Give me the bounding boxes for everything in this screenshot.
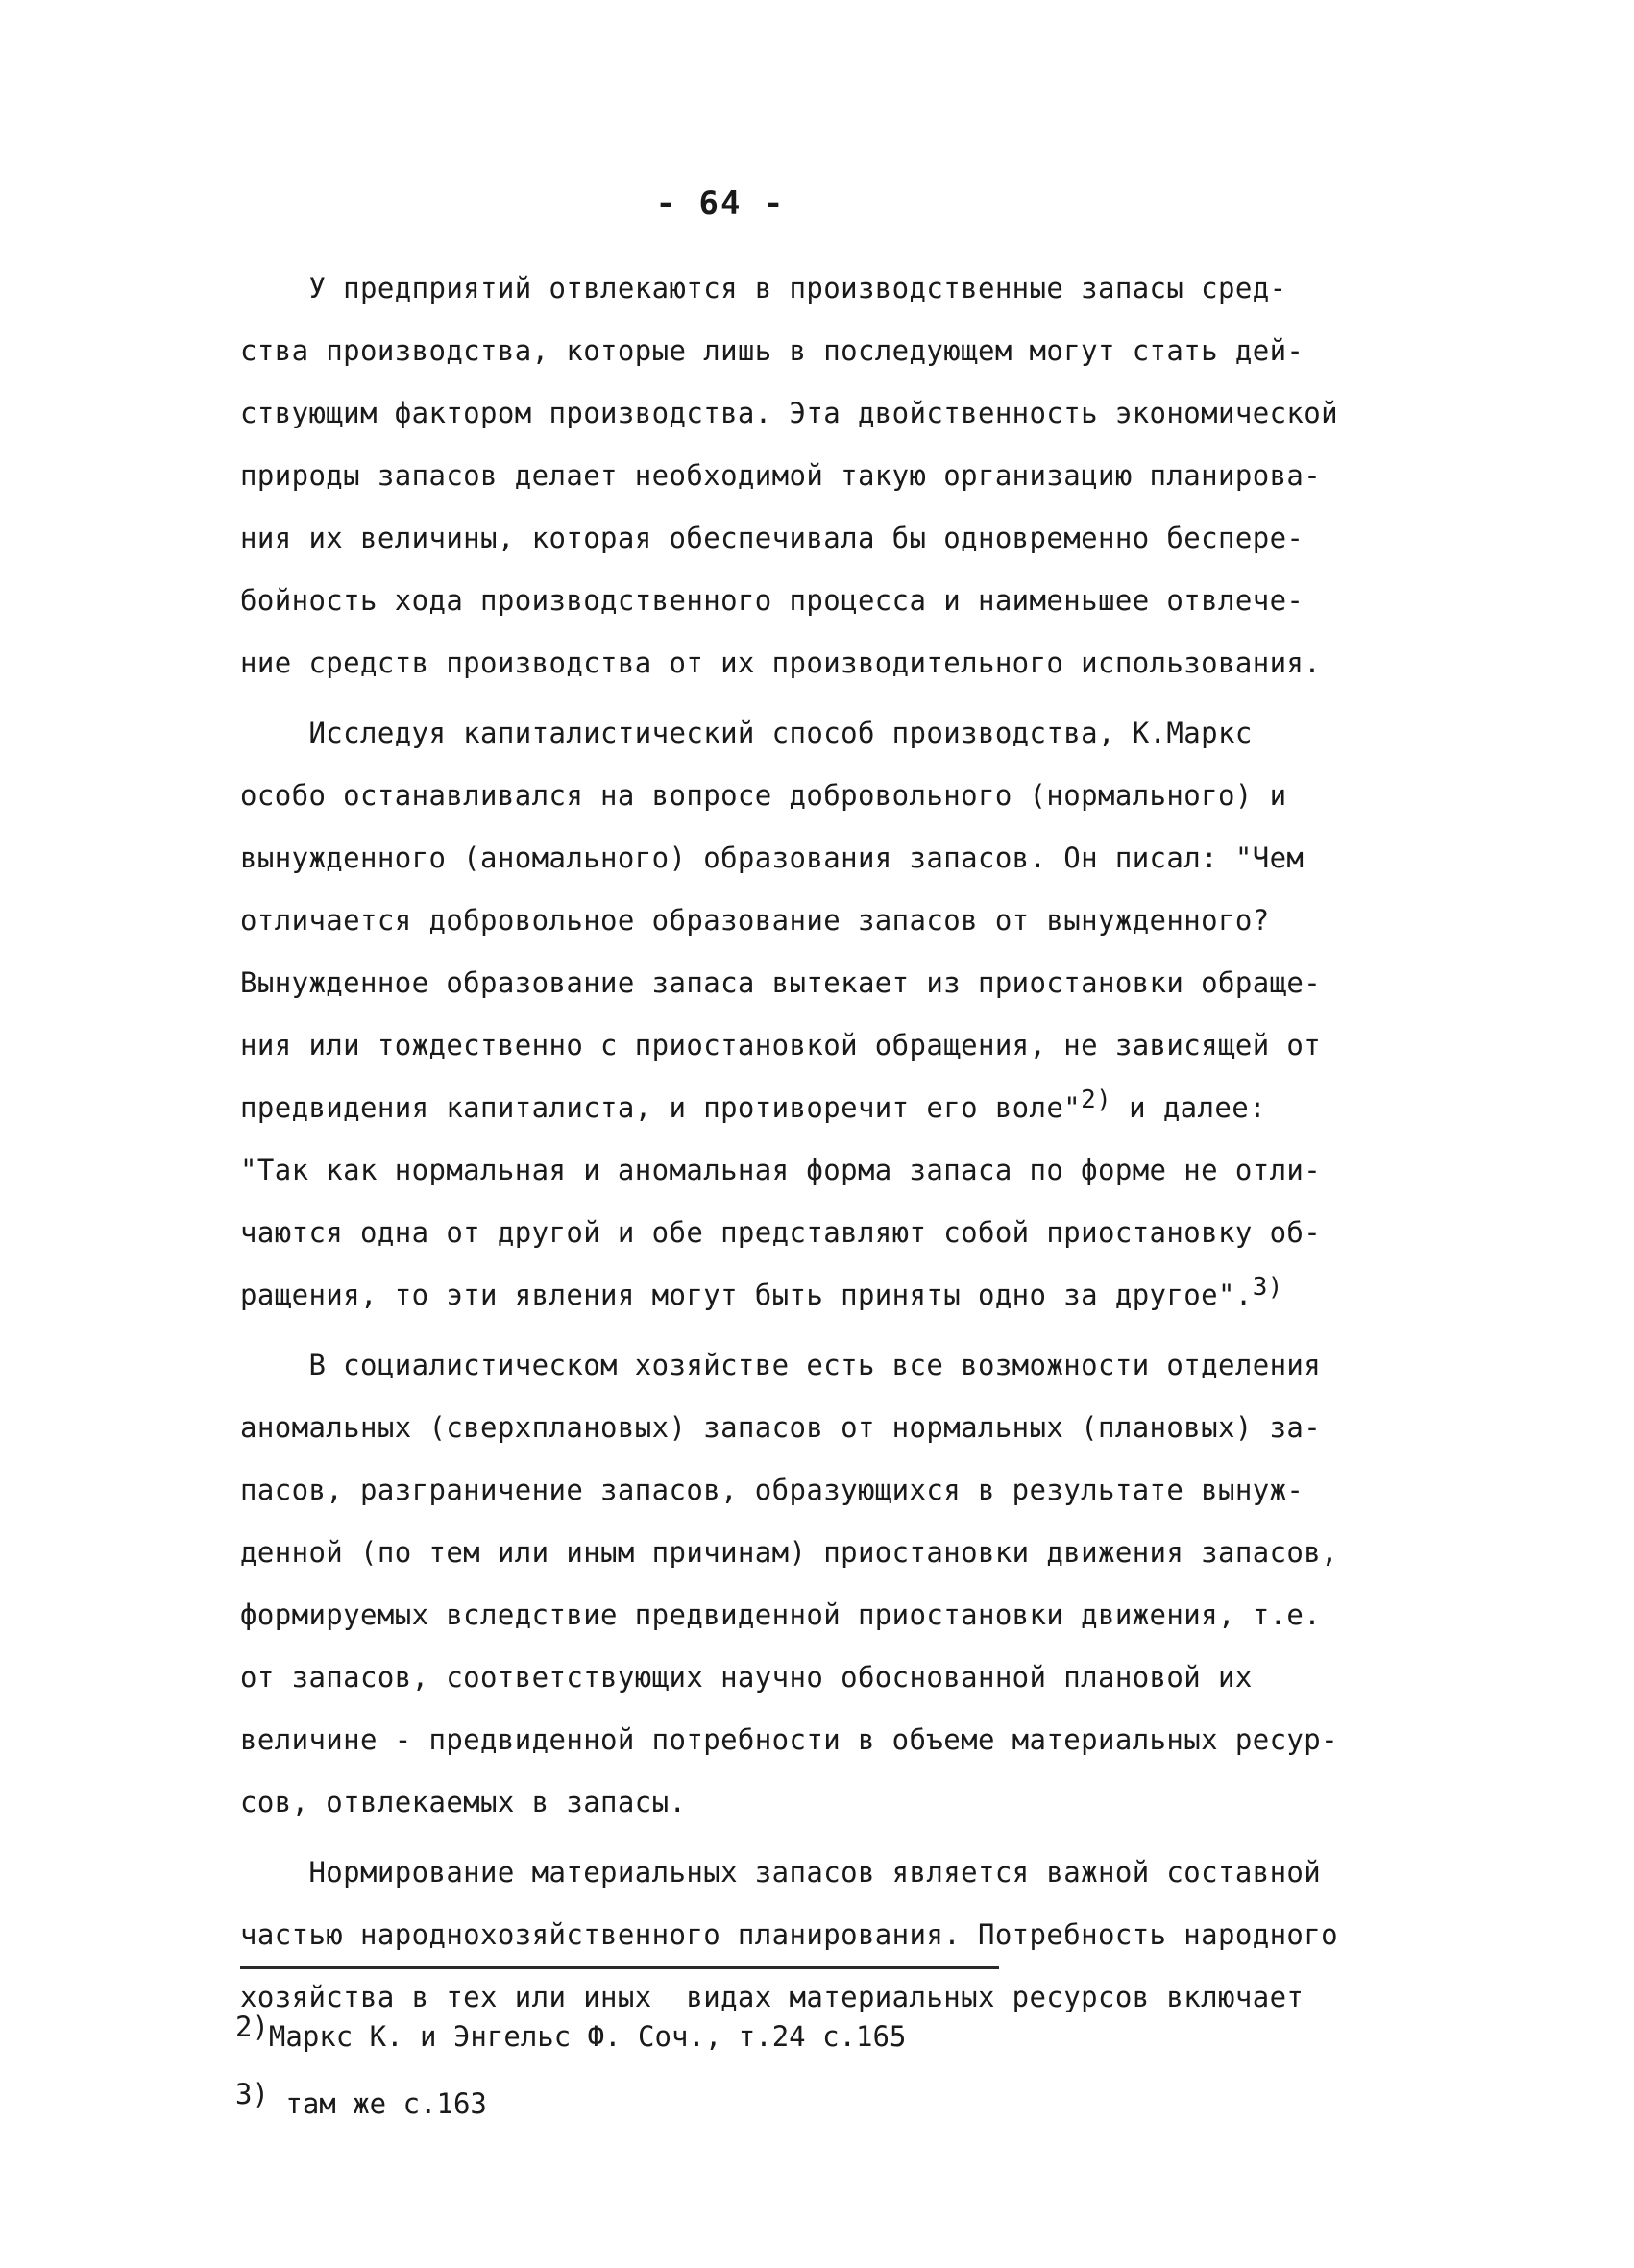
text-line: вынужденного (аномального) образования запасов. Он писал: "Чем	[240, 841, 1305, 874]
text-line: пасов, разграничение запасов, образующихся в результате вынуж-	[240, 1474, 1305, 1506]
text-line: особо останавливался на вопросе добровольного (нормального) и	[240, 779, 1287, 812]
page-number: - 64 -	[655, 184, 786, 223]
footnote-divider	[240, 1966, 999, 1969]
footnote-3	[235, 2070, 1100, 2137]
text-line: сов, отвлекаемых в запасы.	[240, 1786, 687, 1818]
text-line: Исследуя капиталистический способ производства, К.Маркс	[240, 717, 1253, 749]
paragraph-2	[240, 702, 1422, 1327]
footnote-2	[235, 2003, 1100, 2070]
text-line: У предприятий отвлекаются в производственные запасы сред-	[240, 272, 1287, 305]
text-span: и далее:	[1111, 1091, 1266, 1124]
text-line: бойность хода производственного процесса и наименьшее отвлече-	[240, 584, 1305, 617]
text-line: величине - предвиденной потребности в объеме материальных ресур-	[240, 1723, 1339, 1756]
text-line: ства производства, которые лишь в последующем могут стать дей-	[240, 334, 1305, 367]
text-line: денной (по тем или иным причинам) приостановки движения запасов,	[240, 1536, 1339, 1569]
footnote-text: там же с.163	[268, 2087, 487, 2120]
footnote-ref-2: 2)	[1081, 1085, 1112, 1114]
text-span: ращения, то эти явления могут быть приняты одно за другое".	[240, 1279, 1253, 1311]
text-line-with-footnote-ref	[240, 1077, 1422, 1139]
text-line: отличается добровольное образование запасов от вынужденного?	[240, 904, 1270, 937]
text-line: частью народнохозяйственного планирования. Потребность народного	[240, 1918, 1339, 1951]
text-line: аномальных (сверхплановых) запасов от нормальных (плановых) за-	[240, 1411, 1322, 1444]
text-line: ствующим фактором производства. Эта двойственность экономической	[240, 397, 1339, 429]
text-line: В социалистическом хозяйстве есть все возможности отделения	[240, 1349, 1322, 1381]
paragraph-1	[240, 257, 1422, 695]
paragraph-4	[240, 1841, 1422, 2029]
footnotes	[235, 2003, 1100, 2137]
text-line: Нормирование материальных запасов является важной составной	[240, 1856, 1322, 1889]
footnote-mark: 3)	[235, 2078, 269, 2110]
text-line: ния или тождественно с приостановкой обращения, не зависящей от	[240, 1029, 1322, 1061]
text-line: формируемых вследствие предвиденной приостановки движения, т.е.	[240, 1598, 1322, 1631]
text-line: "Так как нормальная и аномальная форма запаса по форме не отли-	[240, 1154, 1322, 1186]
footnote-text: Маркс К. и Энгельс Ф. Соч., т.24 с.165	[268, 2020, 907, 2053]
main-text	[240, 257, 1422, 2029]
text-line: хозяйства в тех или иных видах материальных ресурсов включает	[240, 1981, 1305, 2013]
text-line: ние средств производства от их производительного использования.	[240, 646, 1322, 679]
footnote-mark: 2)	[235, 2011, 269, 2043]
text-line: Вынужденное образование запаса вытекает из приостановки обраще-	[240, 966, 1322, 999]
text-line: ния их величины, которая обеспечивала бы одновременно беспере-	[240, 522, 1305, 554]
text-line: природы запасов делает необходимой такую организацию планирова-	[240, 459, 1322, 492]
text-span: предвидения капиталиста, и противоречит его воле"	[240, 1091, 1082, 1124]
text-line: от запасов, соответствующих научно обоснованной плановой их	[240, 1661, 1253, 1694]
paragraph-3	[240, 1334, 1422, 1834]
text-line-with-footnote-ref	[240, 1264, 1422, 1327]
footnote-ref-3: 3)	[1252, 1273, 1283, 1302]
text-line: чаются одна от другой и обе представляют собой приостановку об-	[240, 1216, 1322, 1249]
